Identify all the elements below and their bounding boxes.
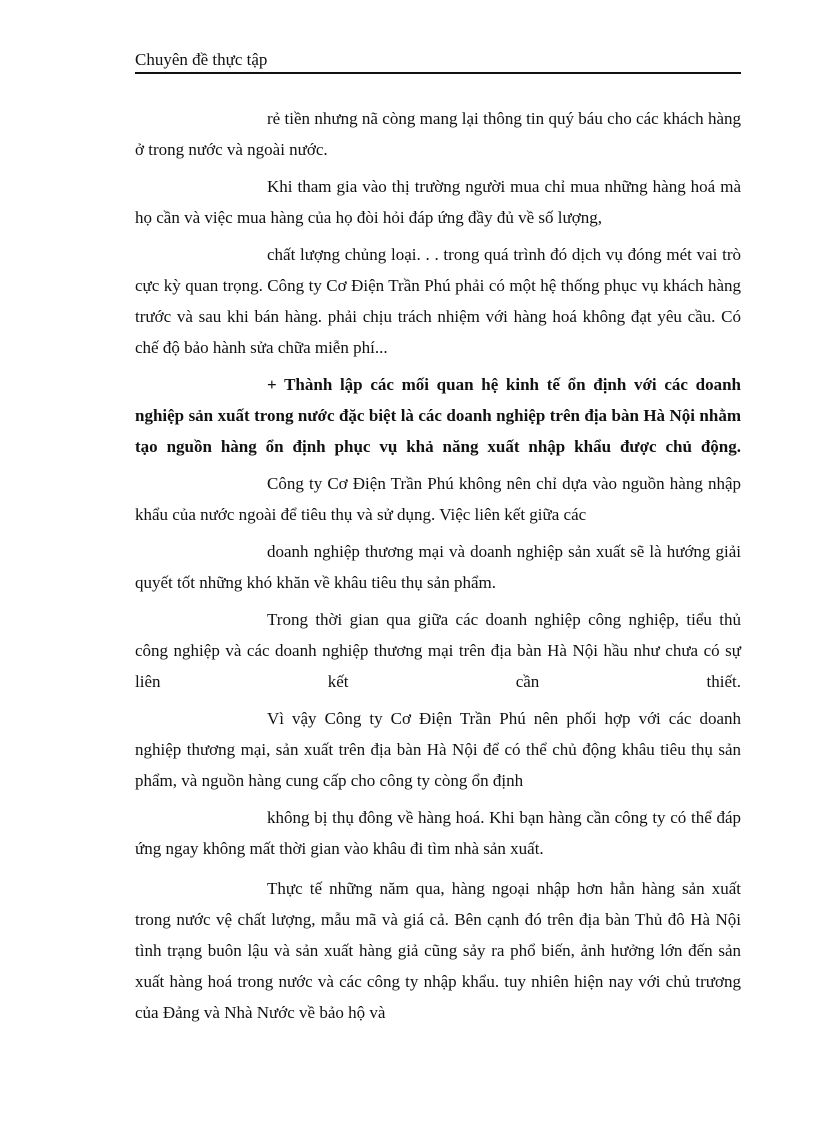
document-body [135,103,741,1028]
paragraph: doanh nghiệp thương mại và doanh nghiệp sản xuất sẽ là hướng giải quyết tốt những khó khăn về khâu tiêu thụ sản phẩm. [135,542,741,592]
paragraph: rẻ tiền nhưng nã còng mang lại thông tin quý báu cho các khách hàng ở trong nước và ngoài nước. [135,109,741,159]
paragraph: Vì vậy Công ty Cơ Điện Trần Phú nên phối hợp với các doanh nghiệp thương mại, sản xuất trên địa bàn Hà Nội để có thể chủ động khâu tiêu thụ sản phẩm, và nguồn hàng cung cấp cho công ty còng ổn định [135,709,741,790]
paragraph: không bị thụ đông về hàng hoá. Khi bạn hàng cần công ty có thể đáp ứng ngay không mất thời gian vào khâu đi tìm nhà sản xuất. [135,808,741,858]
paragraph: chất lượng chủng loại. . . trong quá trình đó dịch vụ đóng mét vai trò cực kỳ quan trọng. Công ty Cơ Điện Trần Phú phải có một hệ thống phục vụ khách hàng trước và sau khi bán hàng. phải chịu trách nhiệm với hàng hoá không đạt yêu cầu. Có chế độ bảo hành sửa chữa miễn phí... [135,245,741,357]
paragraph: Thực tế những năm qua, hàng ngoại nhập hơn hẳn hàng sản xuất trong nước vệ chất lượng, mẫu mã và giá cả. Bên cạnh đó trên địa bàn Thủ đô Hà Nội tình trạng buôn lậu và sản xuất hàng giả cũng sảy ra phổ biến, ảnh hưởng lớn đến sản xuất hàng hoá trong nước và các công ty nhập khẩu. tuy nhiên hiện nay với chủ trương của Đảng và Nhà Nước về bảo hộ và [135,879,741,1022]
page-header [135,48,741,74]
paragraph: Công ty Cơ Điện Trần Phú không nên chỉ dựa vào nguồn hàng nhập khẩu của nước ngoài để tiêu thụ và sử dụng. Việc liên kết giữa các [135,474,741,524]
header-title: Chuyên đề thực tập [135,50,268,69]
bold-paragraph: + Thành lập các mối quan hệ kinh tế ổn định với các doanh nghiệp sản xuất trong nước đặc biệt là các doanh nghiệp trên địa bàn Hà Nội nhằm tạo nguồn hàng ổn định phục vụ khả năng xuất nhập khẩu được chủ động. [135,375,741,456]
paragraph: Trong thời gian qua giữa các doanh nghiệp công nghiệp, tiểu thủ công nghiệp và các doanh nghiệp thương mại trên địa bàn Hà Nội hầu như chưa có sự liên kết cần thiết. [135,610,741,691]
paragraph: Khi tham gia vào thị trường người mua chỉ mua những hàng hoá mà họ cần và việc mua hàng của họ đòi hỏi đáp ứng đầy đủ về số lượng, [135,177,741,227]
